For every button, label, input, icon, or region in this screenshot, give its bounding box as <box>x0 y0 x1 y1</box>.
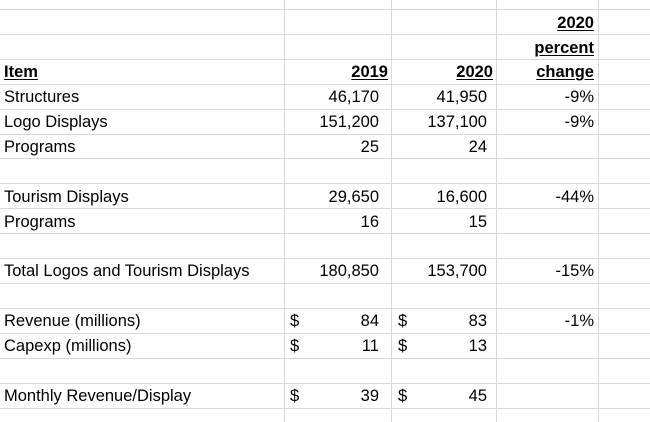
row-divider <box>0 333 650 334</box>
year-2020-header: 2020 <box>456 63 493 81</box>
item-cell: Programs <box>4 138 76 156</box>
row-divider <box>0 183 650 184</box>
item-cell: Structures <box>4 88 80 106</box>
value-2020-cell: 15 <box>468 213 487 231</box>
row-divider <box>0 134 650 135</box>
percent-change-cell: -9% <box>564 113 594 131</box>
year-2019-header: 2019 <box>351 63 388 81</box>
value-2019-cell: 25 <box>360 138 379 156</box>
currency-2019-cell: $ <box>290 312 300 330</box>
value-2019-cell: 39 <box>360 387 379 405</box>
row-divider <box>0 208 650 209</box>
row-divider <box>0 283 650 284</box>
percent-header-line3: change <box>536 63 594 81</box>
row-divider <box>0 59 650 60</box>
item-cell: Programs <box>4 213 76 231</box>
row-divider <box>0 358 650 359</box>
percent-change-cell: -15% <box>555 262 594 280</box>
item-cell: Revenue (millions) <box>4 312 141 330</box>
percent-header-line2: percent <box>534 39 594 57</box>
item-header: Item <box>4 63 38 81</box>
row-divider <box>0 233 650 234</box>
value-2020-cell: 16,600 <box>436 188 487 206</box>
value-2019-cell: 84 <box>360 312 379 330</box>
value-2020-cell: 137,100 <box>427 113 487 131</box>
value-2019-cell: 29,650 <box>328 188 379 206</box>
percent-change-cell: -9% <box>564 88 594 106</box>
row-divider <box>0 158 650 159</box>
item-cell: Total Logos and Tourism Displays <box>4 262 250 280</box>
currency-2020-cell: $ <box>398 387 408 405</box>
value-2020-cell: 45 <box>468 387 487 405</box>
row-divider <box>0 383 650 384</box>
row-divider <box>0 84 650 85</box>
item-cell: Tourism Displays <box>4 188 129 206</box>
value-2019-cell: 46,170 <box>328 88 379 106</box>
currency-2020-cell: $ <box>398 312 408 330</box>
value-2019-cell: 180,850 <box>319 262 379 280</box>
row-divider <box>0 408 650 409</box>
value-2019-cell: 11 <box>361 337 379 355</box>
value-2020-cell: 41,950 <box>436 88 487 106</box>
item-cell: Logo Displays <box>4 113 108 131</box>
row-divider <box>0 258 650 259</box>
row-divider <box>0 34 650 35</box>
item-cell: Monthly Revenue/Display <box>4 387 192 405</box>
currency-2020-cell: $ <box>398 337 408 355</box>
value-2019-cell: 16 <box>360 213 379 231</box>
percent-header-line1: 2020 <box>557 14 594 32</box>
value-2020-cell: 13 <box>468 337 487 355</box>
percent-change-cell: -44% <box>555 188 594 206</box>
row-divider <box>0 9 650 10</box>
currency-2019-cell: $ <box>290 337 300 355</box>
value-2020-cell: 24 <box>468 138 487 156</box>
percent-change-cell: -1% <box>564 312 594 330</box>
currency-2019-cell: $ <box>290 387 300 405</box>
value-2020-cell: 83 <box>468 312 487 330</box>
row-divider <box>0 109 650 110</box>
value-2019-cell: 151,200 <box>319 113 379 131</box>
item-cell: Capexp (millions) <box>4 337 132 355</box>
row-divider <box>0 308 650 309</box>
value-2020-cell: 153,700 <box>427 262 487 280</box>
